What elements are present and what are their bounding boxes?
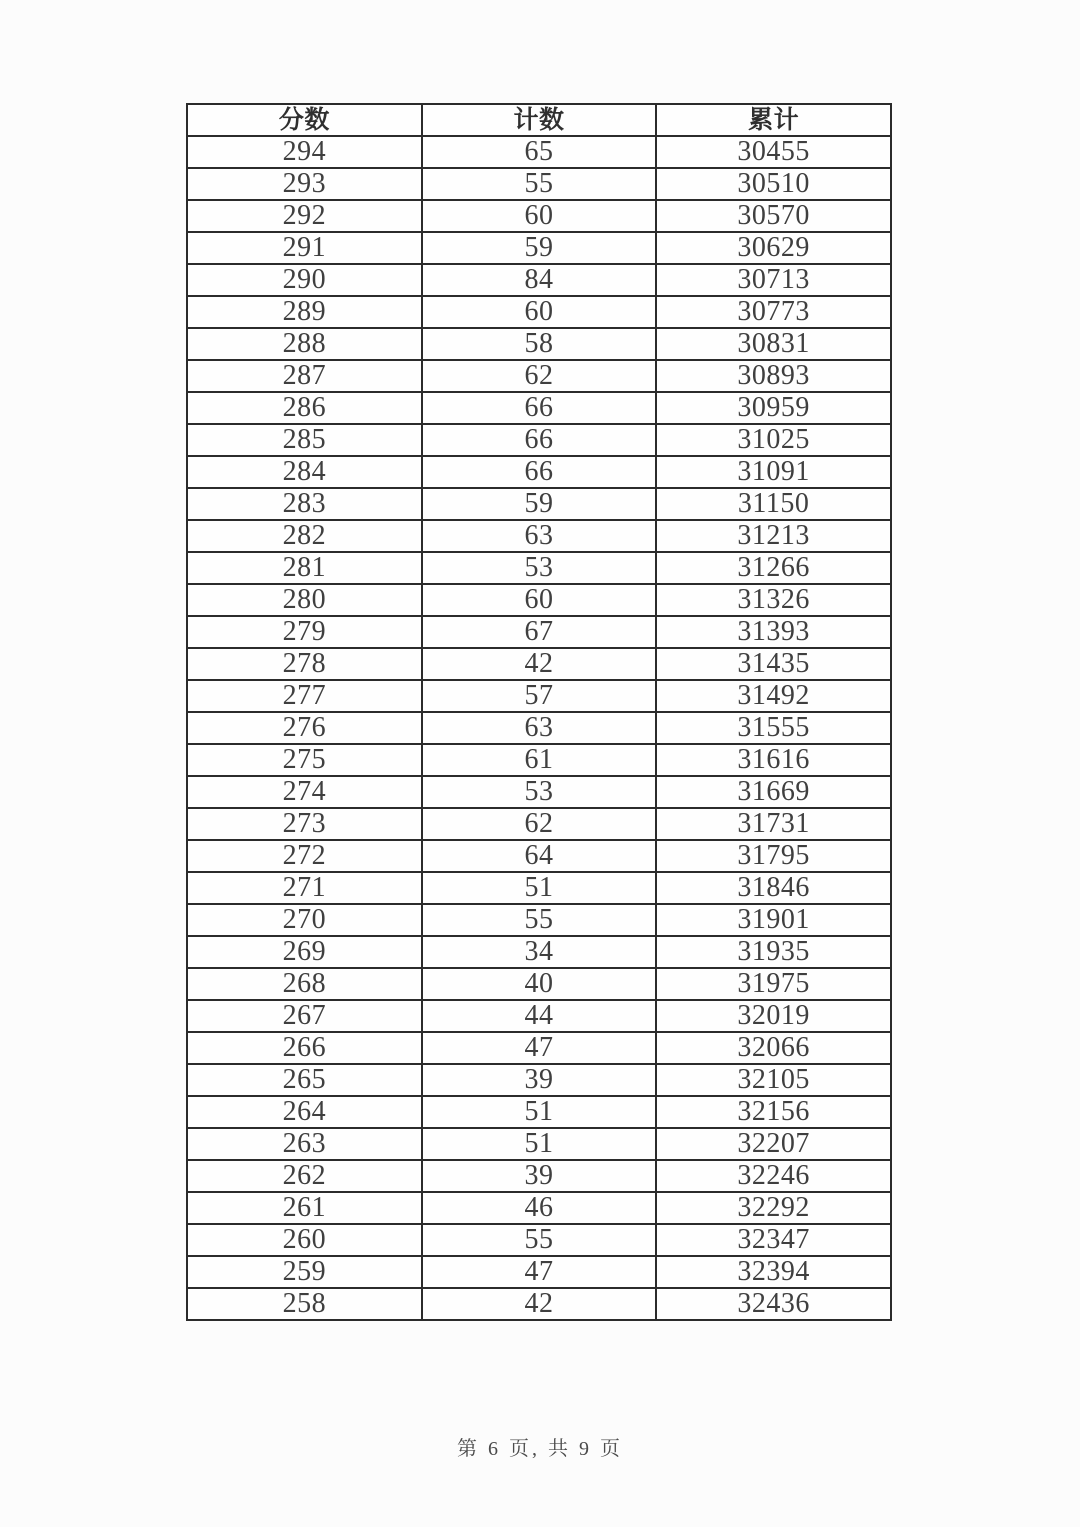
table-row [187,648,891,680]
score-cell: 267 [187,1000,422,1032]
score-cell: 281 [187,552,422,584]
table-row [187,456,891,488]
table-row [187,1128,891,1160]
table-header-row [187,104,891,136]
score-cell: 279 [187,616,422,648]
score-cell: 284 [187,456,422,488]
score-cell: 266 [187,1032,422,1064]
cumulative-cell: 30629 [656,232,891,264]
cumulative-cell: 31975 [656,968,891,1000]
count-cell: 62 [422,808,657,840]
cumulative-cell: 32105 [656,1064,891,1096]
count-cell: 64 [422,840,657,872]
table-row [187,1000,891,1032]
count-cell: 59 [422,232,657,264]
table-row [187,840,891,872]
table-row [187,264,891,296]
score-cell: 293 [187,168,422,200]
cumulative-cell: 30773 [656,296,891,328]
score-cell: 269 [187,936,422,968]
table-row [187,872,891,904]
cumulative-cell: 30510 [656,168,891,200]
table-row [187,296,891,328]
table-header [187,104,891,136]
count-cell: 39 [422,1160,657,1192]
count-cell: 46 [422,1192,657,1224]
score-cell: 271 [187,872,422,904]
count-cell: 47 [422,1256,657,1288]
count-cell: 44 [422,1000,657,1032]
table-row [187,1192,891,1224]
score-cell: 275 [187,744,422,776]
page-indicator: 第 6 页, 共 9 页 [457,1438,623,1460]
table-row [187,360,891,392]
table-row [187,968,891,1000]
score-cell: 276 [187,712,422,744]
count-cell: 55 [422,168,657,200]
score-cell: 277 [187,680,422,712]
count-cell: 39 [422,1064,657,1096]
cumulative-cell: 31731 [656,808,891,840]
cumulative-cell: 31091 [656,456,891,488]
count-cell: 59 [422,488,657,520]
table-row [187,1160,891,1192]
count-cell: 53 [422,776,657,808]
table-row [187,616,891,648]
cumulative-cell: 31025 [656,424,891,456]
cumulative-cell: 32066 [656,1032,891,1064]
table-row [187,1288,891,1320]
cumulative-cell: 31616 [656,744,891,776]
count-cell: 66 [422,392,657,424]
table-row [187,168,891,200]
cumulative-cell: 31326 [656,584,891,616]
count-cell: 51 [422,872,657,904]
score-cell: 289 [187,296,422,328]
score-cell: 282 [187,520,422,552]
table-row [187,232,891,264]
table-row [187,712,891,744]
count-cell: 42 [422,1288,657,1320]
count-cell: 60 [422,296,657,328]
score-cell: 283 [187,488,422,520]
table-row [187,584,891,616]
score-distribution-table [186,103,892,1321]
count-cell: 34 [422,936,657,968]
count-cell: 67 [422,616,657,648]
count-cell: 84 [422,264,657,296]
count-cell: 47 [422,1032,657,1064]
score-cell: 264 [187,1096,422,1128]
score-cell: 270 [187,904,422,936]
table-row [187,1096,891,1128]
score-cell: 274 [187,776,422,808]
table-row [187,520,891,552]
score-cell: 292 [187,200,422,232]
score-cell: 278 [187,648,422,680]
cumulative-cell: 31150 [656,488,891,520]
score-cell: 268 [187,968,422,1000]
score-cell: 280 [187,584,422,616]
count-cell: 65 [422,136,657,168]
count-cell: 62 [422,360,657,392]
table-row [187,904,891,936]
cumulative-cell: 32436 [656,1288,891,1320]
score-cell: 259 [187,1256,422,1288]
count-cell: 60 [422,200,657,232]
header-cell-count: 计数 [422,104,657,136]
cumulative-cell: 31492 [656,680,891,712]
table-row [187,1256,891,1288]
cumulative-cell: 31669 [656,776,891,808]
table-row [187,808,891,840]
score-cell: 273 [187,808,422,840]
score-cell: 262 [187,1160,422,1192]
table-row [187,200,891,232]
table-body [187,136,891,1320]
cumulative-cell: 30713 [656,264,891,296]
count-cell: 58 [422,328,657,360]
count-cell: 63 [422,520,657,552]
count-cell: 63 [422,712,657,744]
score-cell: 261 [187,1192,422,1224]
count-cell: 55 [422,904,657,936]
table-row [187,744,891,776]
count-cell: 55 [422,1224,657,1256]
cumulative-cell: 32019 [656,1000,891,1032]
cumulative-cell: 32246 [656,1160,891,1192]
cumulative-cell: 30959 [656,392,891,424]
score-cell: 291 [187,232,422,264]
cumulative-cell: 31901 [656,904,891,936]
score-cell: 294 [187,136,422,168]
table-row [187,488,891,520]
score-cell: 260 [187,1224,422,1256]
cumulative-cell: 30455 [656,136,891,168]
count-cell: 51 [422,1096,657,1128]
table-row [187,1032,891,1064]
header-cell-cumulative: 累计 [656,104,891,136]
cumulative-cell: 31795 [656,840,891,872]
table-row [187,392,891,424]
cumulative-cell: 31393 [656,616,891,648]
table-row [187,680,891,712]
score-cell: 288 [187,328,422,360]
score-cell: 265 [187,1064,422,1096]
score-cell: 272 [187,840,422,872]
score-cell: 287 [187,360,422,392]
cumulative-cell: 31266 [656,552,891,584]
table-row [187,136,891,168]
table-row [187,328,891,360]
count-cell: 61 [422,744,657,776]
cumulative-cell: 32394 [656,1256,891,1288]
cumulative-cell: 31935 [656,936,891,968]
cumulative-cell: 31555 [656,712,891,744]
score-cell: 263 [187,1128,422,1160]
count-cell: 40 [422,968,657,1000]
header-cell-score: 分数 [187,104,422,136]
score-cell: 258 [187,1288,422,1320]
count-cell: 42 [422,648,657,680]
cumulative-cell: 30893 [656,360,891,392]
cumulative-cell: 31435 [656,648,891,680]
cumulative-cell: 30831 [656,328,891,360]
cumulative-cell: 32292 [656,1192,891,1224]
count-cell: 57 [422,680,657,712]
cumulative-cell: 32347 [656,1224,891,1256]
count-cell: 53 [422,552,657,584]
table-row [187,936,891,968]
count-cell: 60 [422,584,657,616]
count-cell: 66 [422,456,657,488]
count-cell: 66 [422,424,657,456]
cumulative-cell: 32207 [656,1128,891,1160]
cumulative-cell: 31213 [656,520,891,552]
table-row [187,1224,891,1256]
score-cell: 286 [187,392,422,424]
cumulative-cell: 30570 [656,200,891,232]
count-cell: 51 [422,1128,657,1160]
table-row [187,1064,891,1096]
score-cell: 290 [187,264,422,296]
table-row [187,424,891,456]
table-row [187,776,891,808]
score-cell: 285 [187,424,422,456]
cumulative-cell: 31846 [656,872,891,904]
cumulative-cell: 32156 [656,1096,891,1128]
table-row [187,552,891,584]
